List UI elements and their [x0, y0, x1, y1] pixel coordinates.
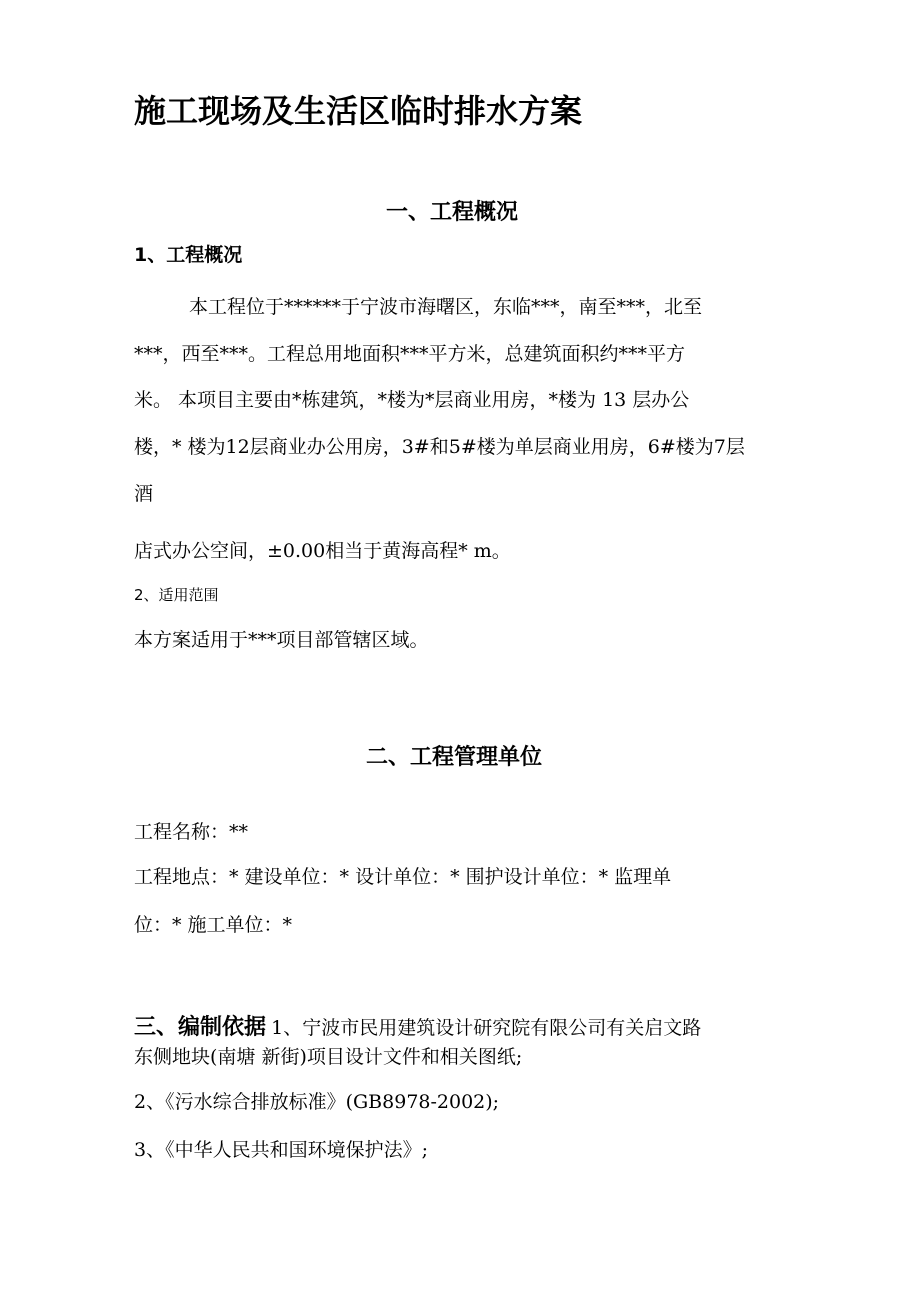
- section3-line1-text: 1、宁波市民用建筑设计研究院有限公司有关启文路: [271, 1017, 702, 1039]
- section1-sub1-heading: 1、工程概况: [134, 244, 243, 266]
- section1-heading: 一、工程概况: [386, 200, 519, 225]
- document-title: 施工现场及生活区临时排水方案: [134, 92, 583, 130]
- section2-heading: 二、工程管理单位: [366, 745, 543, 770]
- section3-item-3: 3、《中华人民共和国环境保护法》;: [134, 1139, 428, 1161]
- section3-item-2: 2、《污水综合排放标准》(GB8978-2002);: [134, 1091, 500, 1113]
- section3-line-2: 东侧地块(南塘 新街)项目设计文件和相关图纸;: [134, 1046, 523, 1068]
- paragraph-line-5: 酒: [134, 483, 154, 505]
- section2-line-2: 工程地点：* 建设单位：* 设计单位：* 围护设计单位：* 监理单: [134, 866, 672, 888]
- section1-sub2-heading: 2、适用范围: [134, 586, 219, 604]
- section3-heading: 三、编制依据: [134, 1015, 267, 1040]
- section2-line-3: 位：* 施工单位：*: [134, 914, 293, 936]
- paragraph-line-3: 米。 本项目主要由*栋建筑，*楼为*层商业用房，*楼为 13 层办公: [134, 389, 690, 411]
- paragraph-line-2: ***，西至***。工程总用地面积***平方米，总建筑面积约***平方: [134, 343, 686, 365]
- section3-first-line: [134, 1010, 701, 1041]
- section2-line-1: 工程名称：**: [134, 821, 249, 843]
- paragraph-line-4: 楼，* 楼为12层商业办公用房，3#和5#楼为单层商业用房，6#楼为7层: [134, 436, 745, 458]
- section1-sub2-text: 本方案适用于***项目部管辖区域。: [134, 629, 429, 651]
- paragraph-line-6: 店式办公空间，±0.00相当于黄海高程* m。: [134, 540, 511, 562]
- paragraph-line-1: 本工程位于******于宁波市海曙区，东临***，南至***，北至: [189, 296, 703, 318]
